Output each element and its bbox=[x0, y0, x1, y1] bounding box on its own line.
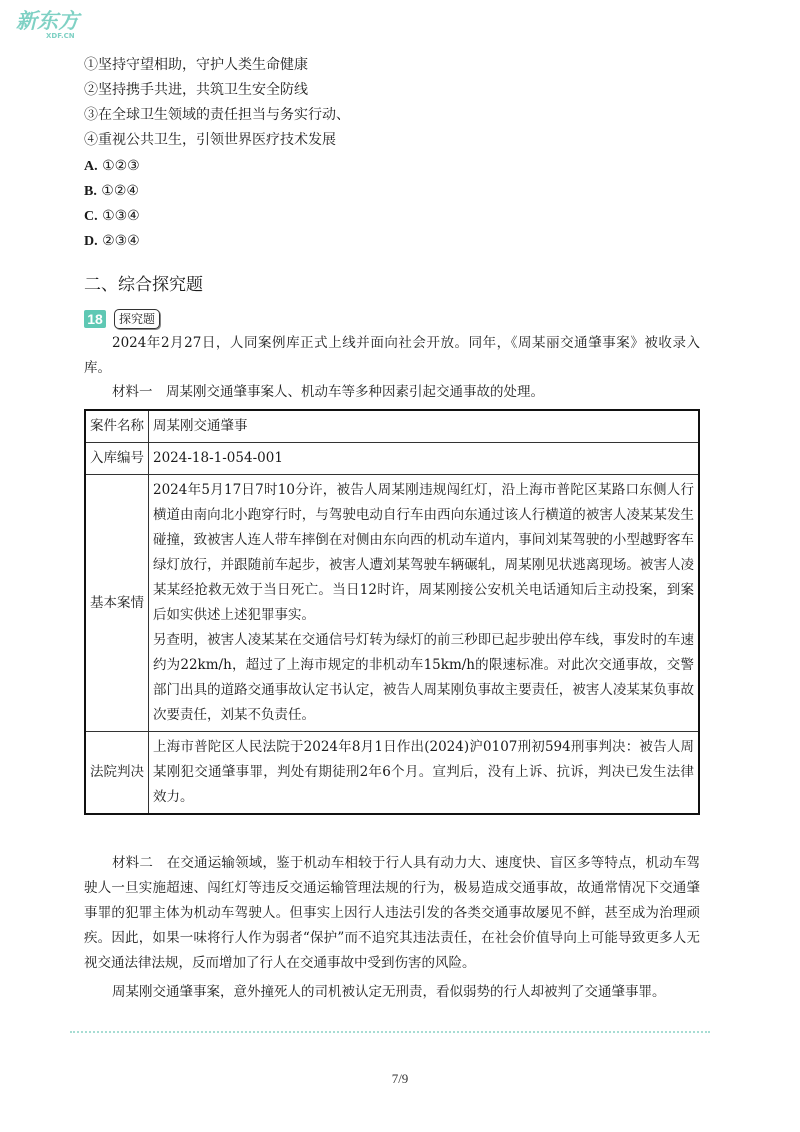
case-facts-paragraph: 2024年5月17日7时10分许，被告人周某刚违规闯红灯，沿上海市普陀区某路口东侧人行横道由南向北小跑穿行时，与驾驶电动自行车由西向东通过该人行横道的被害人凌某某发生碰撞，致被害人连人带车摔倒在对侧由东向西的机动车道内，事间刘某驾驶的小型越野客车绿灯放行，并跟随前车起步，被害人遭刘某驾驶车辆碾轧，周某刚见状逃离现场。被害人凌某某经抢救无效于当日死亡。当日12时许，周某刚接公安机关电话通知后主动投案，到案后如实供述上述犯罪事实。 bbox=[153, 482, 694, 623]
material-two: 材料二 在交通运输领域，鉴于机动车相较于行人具有动力大、速度快、盲区多等特点，机动车驾驶人一旦实施超速、闯红灯等违反交通运输管理法规的行为，极易造成交通事故，故通常情况下交通肇事罪的犯罪主体为机动车驾驶人。但事实上因行人违法引发的各类交通事故屡见不鲜，甚至成为治理顽疾。因此，如果一味将行人作为弱者“保护”而不追究其违法责任，在社会价值导向上可能导致更多人无视交通法律法规，反而增加了行人在交通事故中受到伤害的风险。 bbox=[84, 855, 700, 971]
logo-subtext: XDF.CN bbox=[46, 32, 75, 40]
option-a[interactable] bbox=[84, 156, 140, 177]
statement-item: ④重视公共卫生，引领世界医疗技术发展 bbox=[84, 132, 336, 148]
row-value: 上海市普陀区人民法院于2024年8月1日作出(2024)沪0107刑初594刑事判决：被告人周某刚犯交通肇事罪，判处有期徒刑2年6个月。宣判后，没有上诉、抗诉，判决已发生法律效力。 bbox=[149, 732, 700, 815]
option-letter: C. bbox=[84, 209, 98, 224]
case-facts-paragraph: 另查明，被害人凌某某在交通信号灯转为绿灯的前三秒即已起步驶出停车线，事发时的车速约为22km/h，超过了上海市规定的非机动车15km/h的限速标准。对此次交通事故，交警部门出具的道路交通事故认定书认定，被告人周某刚负事故主要责任，被害人凌某某负事故次要责任，刘某不负责任。 bbox=[153, 632, 694, 723]
option-text: ①③④ bbox=[102, 208, 140, 224]
row-label: 基本案情 bbox=[85, 475, 149, 732]
question-type-tag: 探究题 bbox=[114, 309, 160, 329]
option-text: ②③④ bbox=[102, 233, 140, 249]
footer-divider bbox=[70, 1031, 710, 1033]
table-row bbox=[85, 410, 699, 443]
row-value: 2024-18-1-054-001 bbox=[149, 443, 700, 475]
question-intro: 2024年2月27日，人同案例库正式上线并面向社会开放。同年，《周某丽交通肇事案》被收录入库。 bbox=[84, 335, 700, 376]
section-title: 二、综合探究题 bbox=[84, 275, 203, 295]
table-row bbox=[85, 475, 699, 732]
option-c[interactable] bbox=[84, 206, 140, 227]
option-letter: A. bbox=[84, 159, 98, 174]
row-label: 案件名称 bbox=[85, 410, 149, 443]
brand-logo bbox=[16, 10, 86, 44]
statement-item: ②坚持携手共进，共筑卫生安全防线 bbox=[84, 82, 308, 98]
option-b[interactable] bbox=[84, 181, 139, 202]
question-number-badge: 18 bbox=[84, 310, 106, 328]
option-letter: D. bbox=[84, 234, 98, 249]
option-d[interactable] bbox=[84, 231, 140, 252]
option-letter: B. bbox=[84, 184, 97, 199]
table-row bbox=[85, 732, 699, 815]
row-label: 法院判决 bbox=[85, 732, 149, 815]
closing-statement: 周某刚交通肇事案，意外撞死人的司机被认定无刑责，看似弱势的行人却被判了交通肇事罪。 bbox=[112, 984, 666, 1000]
table-row bbox=[85, 443, 699, 475]
logo-text: 新东方 bbox=[16, 9, 79, 33]
row-value bbox=[149, 475, 700, 732]
option-text: ①②④ bbox=[101, 183, 139, 199]
option-text: ①②③ bbox=[102, 158, 140, 174]
statement-item: ①坚持守望相助，守护人类生命健康 bbox=[84, 57, 308, 73]
row-label: 入库编号 bbox=[85, 443, 149, 475]
row-value: 周某刚交通肇事 bbox=[149, 410, 700, 443]
page-number: 7/9 bbox=[391, 1071, 409, 1086]
case-table bbox=[84, 409, 700, 815]
material-one-title: 材料一 周某刚交通肇事案人、机动车等多种因素引起交通事故的处理。 bbox=[112, 384, 544, 400]
statement-item: ③在全球卫生领域的责任担当与务实行动、 bbox=[84, 107, 350, 123]
